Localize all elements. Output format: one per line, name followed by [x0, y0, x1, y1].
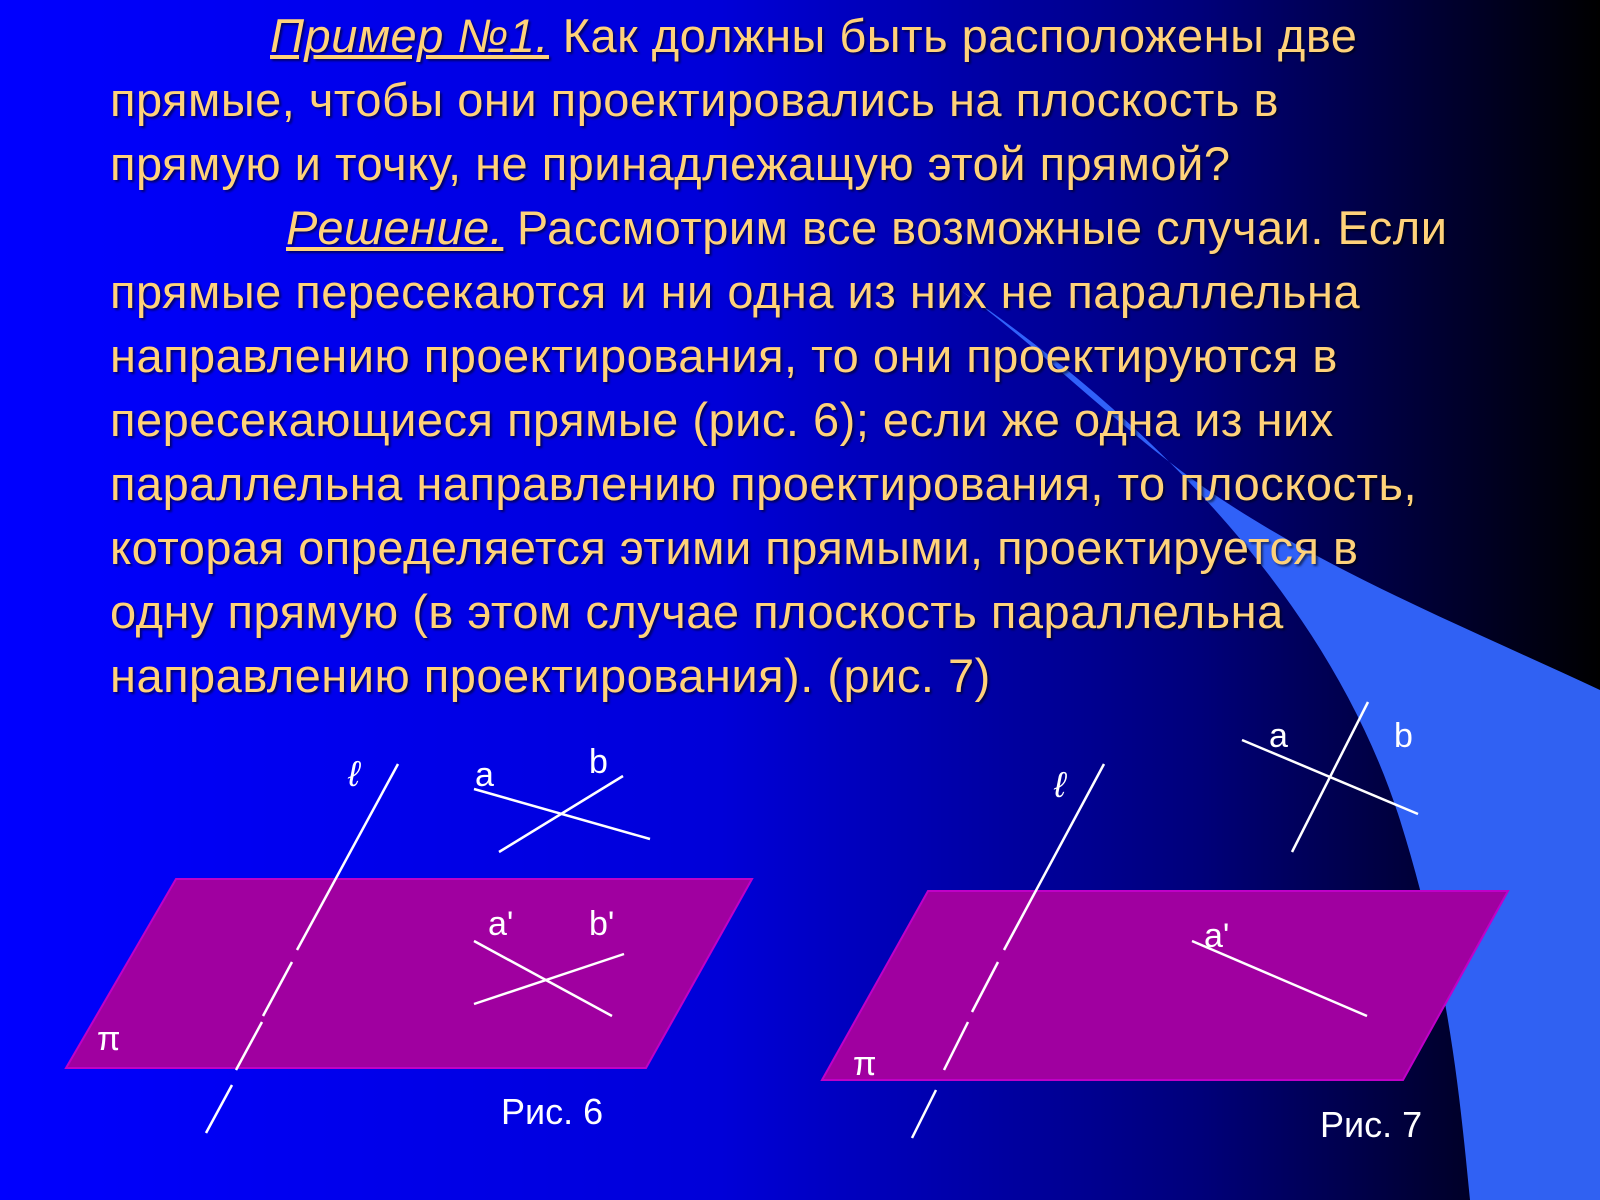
label-a: a — [475, 756, 494, 794]
line-l-below — [912, 1090, 936, 1138]
label-b-projection: b' — [589, 905, 615, 943]
solution-text-1: Рассмотрим все возможные случаи. Если — [516, 201, 1448, 254]
projection-plane — [822, 891, 1508, 1080]
label-pi: π — [97, 1020, 121, 1058]
solution-line-6: которая определяется этими прямыми, проектируется в — [110, 521, 1359, 574]
solution-line-3: направлению проектирования, то они проектируются в — [110, 329, 1338, 382]
label-b: b — [589, 743, 608, 781]
solution-heading: Решение. — [286, 201, 504, 254]
label-b: b — [1394, 717, 1413, 755]
solution-line-8: направлению проектирования). (рис. 7) — [110, 649, 991, 702]
figure-7-caption: Рис. 7 — [1320, 1104, 1423, 1145]
figure-6-caption: Рис. 6 — [501, 1091, 604, 1132]
label-a-projection: a' — [488, 905, 514, 943]
solution-line-2: прямые пересекаются и ни одна из них не параллельна — [110, 265, 1361, 318]
label-a-projection: a' — [1204, 917, 1230, 955]
solution-line-5: параллельна направлению проектирования, то плоскость, — [110, 457, 1418, 510]
line-b — [499, 776, 623, 852]
problem-line-2: прямые, чтобы они проектировались на плоскость в — [110, 73, 1279, 126]
figure-7 — [822, 702, 1508, 1145]
label-l: ℓ — [1054, 764, 1066, 805]
line-b — [1292, 702, 1368, 852]
problem-text-1: Как должны быть расположены две — [562, 9, 1358, 62]
figure-6 — [66, 743, 752, 1133]
label-pi: π — [853, 1045, 877, 1083]
problem-line-3: прямую и точку, не принадлежащую этой прямой? — [110, 137, 1231, 190]
solution-line-7: одну прямую (в этом случае плоскость параллельна — [110, 585, 1284, 638]
label-l: ℓ — [348, 753, 360, 794]
label-a: a — [1269, 717, 1288, 755]
solution-line-4: пересекающиеся прямые (рис. 6); если же одна из них — [110, 393, 1334, 446]
line-l-below — [206, 1085, 232, 1133]
problem-heading: Пример №1. — [270, 9, 549, 62]
projection-plane — [66, 879, 752, 1068]
